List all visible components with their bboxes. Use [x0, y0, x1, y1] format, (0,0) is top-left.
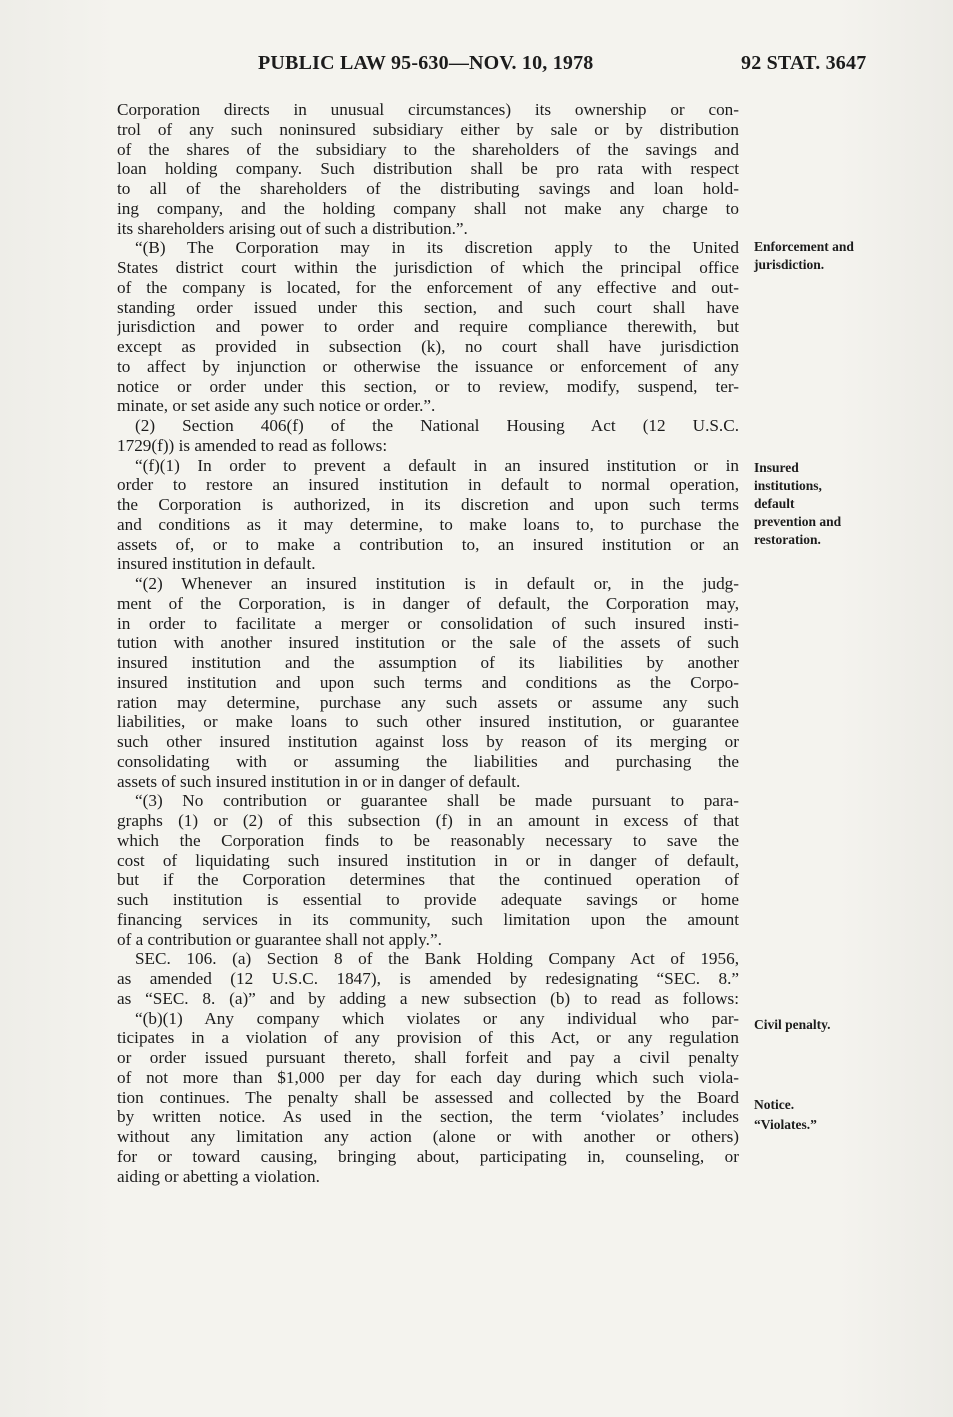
text-line: States district court within the jurisdiction of which the principal office: [117, 258, 739, 277]
page-header: [0, 52, 953, 82]
text-line: to affect by injunction or otherwise the issuance or enforcement of any: [117, 356, 739, 376]
margin-note-violates: [754, 1116, 944, 1134]
text-line: cost of liquidating such insured institution in or in danger of default,: [117, 850, 739, 870]
text-line: ticipates in a violation of any provision of this Act, or any regulation: [117, 1028, 739, 1048]
text-line: by written notice. As used in the section, the term ‘violates’ includes: [117, 1107, 739, 1127]
statute-page-number: 92 STAT. 3647: [741, 52, 867, 74]
margin-note-line: default: [754, 496, 795, 511]
text-line: ment of the Corporation, is in danger of default, the Corporation may,: [117, 593, 739, 613]
text-line: of the company is located, for the enforcement of any effective and out-: [117, 277, 739, 297]
text-line: assets of such insured institution in or in danger of default.: [117, 771, 521, 791]
text-line: graphs (1) or (2) of this subsection (f) in an amount in excess of that: [117, 811, 739, 830]
text-line: insured institution and the assumption of its liabilities by another: [117, 653, 739, 672]
text-line: of the shares of the subsidiary to the shareholders of the savings and: [117, 139, 739, 159]
margin-note-enforcement: [754, 238, 944, 274]
margin-note-line: Enforcement and: [754, 239, 854, 254]
text-line: jurisdiction and power to order and require compliance therewith, but: [117, 317, 739, 337]
margin-note-insured-institutions: [754, 459, 944, 549]
text-line: financing services in its community, such limitation upon the amount: [117, 909, 739, 929]
text-line: to all of the shareholders of the distributing savings and loan hold-: [117, 179, 739, 198]
text-line: the Corporation is authorized, in its discretion and upon such terms: [117, 495, 739, 514]
text-line: of a contribution or guarantee shall not apply.”.: [117, 929, 442, 949]
text-line: its shareholders arising out of such a distribution.”.: [117, 218, 468, 238]
text-line: in order to facilitate a merger or consolidation of such insured insti-: [117, 613, 739, 633]
text-line: consolidating with or assuming the liabilities and purchasing the: [117, 751, 739, 771]
text-line: tution with another insured institution or the sale of the assets of such: [117, 633, 739, 653]
text-line: order to restore an insured institution in default to normal operation,: [117, 475, 739, 495]
text-line: except as provided in subsection (k), no court shall have jurisdiction: [117, 337, 739, 356]
text-line: standing order issued under this section, and such court shall have: [117, 297, 739, 317]
text-line: which the Corporation finds to be reasonably necessary to save the: [117, 830, 739, 850]
text-line: for or toward causing, bringing about, participating in, counseling, or: [117, 1146, 739, 1166]
body-text: [117, 100, 739, 1186]
margin-note-line: Notice.: [754, 1097, 795, 1112]
text-line: such other insured institution against loss by reason of its merging or: [117, 732, 739, 751]
text-line: ing company, and the holding company shall not make any charge to: [117, 198, 739, 218]
text-line: of not more than $1,000 per day for each day during which such viola-: [117, 1067, 739, 1087]
text-line: liabilities, or make loans to such other insured institution, or guarantee: [117, 712, 739, 732]
text-line: or order issued pursuant thereto, shall forfeit and pay a civil penalty: [117, 1048, 739, 1067]
text-line: “(B) The Corporation may in its discretion apply to the United: [135, 238, 739, 258]
margin-note-line: Civil penalty.: [754, 1017, 831, 1032]
text-line: Corporation directs in unusual circumstances) its ownership or con-: [117, 100, 739, 119]
text-line: minate, or set aside any such notice or order.”.: [117, 396, 436, 416]
margin-note-line: jurisdiction.: [754, 257, 825, 272]
margin-note-notice: [754, 1096, 944, 1114]
margin-note-line: Insured: [754, 460, 799, 475]
margin-note-line: institutions,: [754, 478, 822, 493]
text-line: assets of, or to make a contribution to, an insured institution or an: [117, 534, 739, 554]
text-line: SEC. 106. (a) Section 8 of the Bank Holding Company Act of 1956,: [135, 949, 739, 969]
text-line: ration may determine, purchase any such assets or assume any such: [117, 692, 739, 712]
text-line: such institution is essential to provide adequate savings or home: [117, 890, 739, 909]
text-line: but if the Corporation determines that the continued operation of: [117, 870, 739, 890]
text-line: 1729(f)) is amended to read as follows:: [117, 435, 388, 455]
text-line: without any limitation any action (alone or with another or others): [117, 1127, 739, 1146]
text-line: insured institution and upon such terms and conditions as the Corpo-: [117, 672, 739, 692]
text-line: (2) Section 406(f) of the National Housing Act (12 U.S.C.: [135, 416, 739, 435]
running-head-title: PUBLIC LAW 95-630—NOV. 10, 1978: [258, 52, 594, 74]
text-line: and conditions as it may determine, to make loans to, to purchase the: [117, 514, 739, 534]
text-line: loan holding company. Such distribution shall be pro rata with respect: [117, 159, 739, 179]
margin-note-line: prevention and: [754, 514, 842, 529]
text-line: “(f)(1) In order to prevent a default in an insured institution or in: [135, 455, 739, 475]
text-line: as amended (12 U.S.C. 1847), is amended by redesignating “SEC. 8.”: [117, 969, 739, 988]
margin-note-civil-penalty: [754, 1016, 944, 1034]
text-line: trol of any such noninsured subsidiary either by sale or by distribution: [117, 119, 739, 139]
text-line: aiding or abetting a violation.: [117, 1166, 320, 1186]
text-line: “(b)(1) Any company which violates or any individual who par-: [135, 1008, 739, 1028]
margin-note-line: “Violates.”: [754, 1117, 817, 1132]
text-line: as “SEC. 8. (a)” and by adding a new subsection (b) to read as follows:: [117, 988, 739, 1008]
text-line: insured institution in default.: [117, 554, 316, 574]
text-line: “(2) Whenever an insured institution is in default or, in the judg-: [135, 574, 739, 593]
margin-note-line: restoration.: [754, 532, 821, 547]
text-line: “(3) No contribution or guarantee shall be made pursuant to para-: [135, 791, 739, 811]
text-line: tion continues. The penalty shall be assessed and collected by the Board: [117, 1087, 739, 1107]
text-line: notice or order under this section, or to review, modify, suspend, ter-: [117, 376, 739, 396]
